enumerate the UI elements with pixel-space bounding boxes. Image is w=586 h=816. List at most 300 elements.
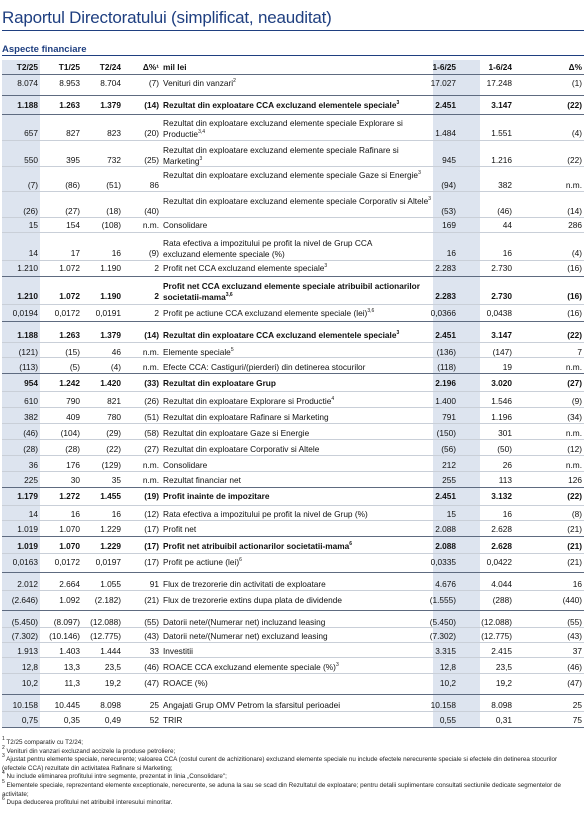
row-label-text: ROACE (%) bbox=[163, 678, 208, 688]
cell-c6: 169 bbox=[442, 220, 456, 230]
cell-c2: 409 bbox=[66, 412, 80, 422]
cell-c8: (4) bbox=[571, 248, 582, 258]
row-divider bbox=[2, 114, 584, 115]
cell-c7: 1.546 bbox=[491, 396, 512, 406]
cell-c1: 657 bbox=[24, 128, 38, 138]
cell-c3: (129) bbox=[101, 460, 121, 470]
cell-c2: (27) bbox=[65, 206, 80, 216]
cell-c7: 2.628 bbox=[491, 524, 512, 534]
cell-c4: (12) bbox=[144, 509, 159, 519]
cell-c1: 36 bbox=[28, 460, 38, 470]
cell-c8: (22) bbox=[567, 155, 582, 165]
row-label-text: Profit net bbox=[163, 524, 197, 534]
cell-c7: 1.196 bbox=[491, 412, 512, 422]
row-label-text: Flux de trezorerie extins dupa plata de dividende bbox=[163, 595, 342, 605]
row-divider bbox=[2, 455, 584, 456]
cell-c3: 732 bbox=[107, 155, 121, 165]
cell-c2: (104) bbox=[60, 428, 80, 438]
row-divider bbox=[2, 610, 584, 611]
cell-c8: (22) bbox=[567, 100, 582, 110]
row-label-text: Rezultat din exploatare excluzand elemente speciale Gaze si Energie bbox=[163, 170, 419, 180]
cell-c1: 0,0163 bbox=[12, 557, 38, 567]
cell-c2: 2.664 bbox=[59, 579, 80, 589]
row-divider bbox=[2, 590, 584, 591]
row-divider bbox=[2, 572, 584, 573]
row-divider bbox=[2, 711, 584, 712]
cell-c4: 86 bbox=[149, 180, 159, 190]
cell-c6: 3.315 bbox=[435, 646, 456, 656]
cell-c7: (288) bbox=[492, 595, 512, 605]
row-divider bbox=[2, 276, 584, 277]
cell-c3: 1.190 bbox=[100, 263, 121, 273]
cell-c7: 382 bbox=[498, 180, 512, 190]
cell-c1: 10,2 bbox=[21, 678, 38, 688]
cell-c6: 2.283 bbox=[435, 291, 456, 301]
footnote-ref: 6 bbox=[239, 557, 242, 563]
row-divider bbox=[2, 642, 584, 643]
footnote-ref: 3,6 bbox=[367, 308, 375, 314]
cell-c7: (46) bbox=[497, 206, 512, 216]
cell-c6: 2.283 bbox=[435, 263, 456, 273]
cell-c6: 2.451 bbox=[435, 330, 456, 340]
cell-c6: 2.088 bbox=[435, 541, 456, 551]
cell-c8: (8) bbox=[571, 509, 582, 519]
footnote-ref: 3 bbox=[396, 330, 400, 336]
cell-c6: (5.450) bbox=[429, 617, 456, 627]
cell-c2: 1.070 bbox=[59, 541, 80, 551]
row-label-text: Rezultat din exploatare Explorare si Productie bbox=[163, 396, 332, 406]
cell-c2: (86) bbox=[65, 180, 80, 190]
cell-c8: n.m. bbox=[565, 362, 582, 372]
cell-c4: 25 bbox=[149, 700, 159, 710]
cell-c6: (1.555) bbox=[429, 595, 456, 605]
cell-c2: 1.272 bbox=[59, 491, 80, 501]
footnote-text: Venituri din vanzari excluzand accizele la produse petroliere; bbox=[4, 747, 176, 755]
cell-c2: (15) bbox=[65, 347, 80, 357]
cell-c3: 823 bbox=[107, 128, 121, 138]
row-label-text: Efecte CCA: Castiguri/(pierderi) din detinerea stocurilor bbox=[163, 362, 366, 372]
cell-c3: (51) bbox=[106, 180, 121, 190]
row-divider bbox=[2, 407, 584, 408]
footnote-number: 3 bbox=[2, 753, 5, 760]
cell-c2: 0,0172 bbox=[54, 308, 80, 318]
cell-c8: 7 bbox=[577, 347, 582, 357]
header-h1-25: 1-6/25 bbox=[432, 62, 456, 72]
cell-c3: 1.379 bbox=[100, 330, 121, 340]
row-label-text: Rezultat din exploatare CCA excluzand elementele speciale bbox=[163, 100, 397, 110]
cell-c3: 1.420 bbox=[100, 378, 121, 388]
cell-c3: 19,2 bbox=[104, 678, 121, 688]
cell-c3: (12.775) bbox=[90, 631, 121, 641]
cell-c3: 1.379 bbox=[100, 100, 121, 110]
row-label bbox=[163, 396, 433, 407]
row-label bbox=[163, 196, 431, 207]
row-divider bbox=[2, 373, 584, 374]
row-label-text: Profit pe actiune CCA excluzand elemente speciale (lei) bbox=[163, 308, 368, 318]
cell-c2: 1.242 bbox=[59, 378, 80, 388]
cell-c2: (28) bbox=[65, 444, 80, 454]
cell-c3: (4) bbox=[110, 362, 121, 372]
cell-c4: 91 bbox=[149, 579, 159, 589]
cell-c1: 1.210 bbox=[17, 291, 38, 301]
cell-c6: 2.451 bbox=[435, 491, 456, 501]
row-divider bbox=[2, 321, 584, 322]
cell-c4: n.m. bbox=[142, 220, 159, 230]
row-divider bbox=[2, 536, 584, 537]
footnote bbox=[2, 770, 582, 782]
row-divider bbox=[2, 304, 584, 305]
cell-c7: 0,0438 bbox=[486, 308, 512, 318]
row-label-text: Datorii nete/(Numerar net) excluzand leasing bbox=[163, 631, 328, 641]
cell-c6: (150) bbox=[436, 428, 456, 438]
row-label-text: Rezultat din exploatare CCA excluzand elementele speciale bbox=[163, 330, 397, 340]
cell-c2: 827 bbox=[66, 128, 80, 138]
cell-c4: (19) bbox=[144, 491, 159, 501]
cell-c3: (2.182) bbox=[94, 595, 121, 605]
cell-c8: (47) bbox=[567, 678, 582, 688]
cell-c1: (46) bbox=[23, 428, 38, 438]
footnote-ref: 3 bbox=[396, 100, 400, 106]
row-label-text: Rezultat din exploatare Grup bbox=[163, 378, 276, 388]
cell-c6: 791 bbox=[442, 412, 456, 422]
cell-c8: (16) bbox=[567, 308, 582, 318]
cell-c1: (7.302) bbox=[11, 631, 38, 641]
row-label-text: Rezultat din exploatare Gaze si Energie bbox=[163, 428, 310, 438]
cell-c4: 2 bbox=[154, 263, 159, 273]
footnote bbox=[2, 744, 582, 760]
cell-c6: 17.027 bbox=[430, 78, 456, 88]
cell-c8: (12) bbox=[567, 444, 582, 454]
footnote bbox=[2, 753, 582, 773]
row-label bbox=[163, 646, 433, 657]
cell-c3: 16 bbox=[111, 509, 121, 519]
cell-c4: 2 bbox=[154, 291, 159, 301]
cell-c1: 1.210 bbox=[17, 263, 38, 273]
footnote bbox=[2, 778, 582, 799]
cell-c4: n.m. bbox=[142, 475, 159, 485]
row-label-text: Rezultat din exploatare excluzand elemente speciale Explorare si Productie bbox=[163, 118, 403, 139]
footnote-number: 5 bbox=[2, 778, 5, 785]
row-label-text: Profit inainte de impozitare bbox=[163, 491, 270, 501]
cell-c8: 37 bbox=[572, 646, 582, 656]
footnote-text: Dupa deducerea profitului net atribuibil interesului minoritar. bbox=[4, 799, 173, 807]
row-label bbox=[163, 100, 433, 111]
row-label-text: Venituri din vanzari bbox=[163, 78, 234, 88]
cell-c3: 8.098 bbox=[100, 700, 121, 710]
cell-c6: 2.196 bbox=[435, 378, 456, 388]
row-label bbox=[163, 715, 433, 726]
cell-c3: (29) bbox=[106, 428, 121, 438]
cell-c8: (27) bbox=[567, 378, 582, 388]
row-label bbox=[163, 662, 433, 673]
row-label-text: Consolidare bbox=[163, 460, 208, 470]
cell-c1: 225 bbox=[24, 475, 38, 485]
row-label-text: Profit pe actiune (lei) bbox=[163, 557, 240, 567]
row-label bbox=[163, 509, 433, 520]
cell-c4: n.m. bbox=[142, 362, 159, 372]
cell-c4: (21) bbox=[144, 595, 159, 605]
row-label-text: Datorii nete/(Numerar net) incluzand leasing bbox=[163, 617, 326, 627]
cell-c2: 10.445 bbox=[54, 700, 80, 710]
footnote bbox=[2, 736, 582, 748]
cell-c1: (121) bbox=[18, 347, 38, 357]
footnote-number: 6 bbox=[2, 796, 5, 803]
cell-c7: 8.098 bbox=[491, 700, 512, 710]
cell-c3: 16 bbox=[111, 248, 121, 258]
cell-c3: 0,49 bbox=[104, 715, 121, 725]
cell-c7: 301 bbox=[498, 428, 512, 438]
cell-c4: (55) bbox=[144, 617, 159, 627]
cell-c1: 1.179 bbox=[17, 491, 38, 501]
row-divider bbox=[2, 520, 584, 521]
cell-c1: 1.019 bbox=[17, 541, 38, 551]
cell-c4: (14) bbox=[144, 330, 159, 340]
row-label-text: Rezultat din exploatare excluzand elemente speciale Corporativ si Altele bbox=[163, 196, 429, 206]
cell-c4: (47) bbox=[144, 678, 159, 688]
cell-c1: 954 bbox=[24, 378, 38, 388]
row-divider bbox=[2, 673, 584, 674]
cell-c7: (147) bbox=[492, 347, 512, 357]
row-label bbox=[163, 541, 433, 552]
row-label-text: Flux de trezorerie din activitati de exploatare bbox=[163, 579, 326, 589]
row-label-text: Investitii bbox=[163, 646, 193, 656]
cell-c4: (7) bbox=[148, 78, 159, 88]
cell-c6: 2.088 bbox=[435, 524, 456, 534]
cell-c7: 2.730 bbox=[491, 291, 512, 301]
row-label-text: Profit net atribuibil actionarilor societatii-mama bbox=[163, 541, 350, 551]
cell-c4: (14) bbox=[144, 100, 159, 110]
row-label-text: Angajati Grup OMV Petrom la sfarsitul perioadei bbox=[163, 700, 341, 710]
footnote-ref: 3 bbox=[428, 196, 431, 202]
row-label bbox=[163, 700, 433, 711]
row-label-text: Consolidare bbox=[163, 220, 208, 230]
cell-c8: n.m. bbox=[565, 460, 582, 470]
footnotes bbox=[2, 736, 582, 808]
cell-c4: (25) bbox=[144, 155, 159, 165]
header-t1-25: T1/25 bbox=[58, 62, 80, 72]
cell-c8: (46) bbox=[567, 662, 582, 672]
cell-c8: (21) bbox=[567, 557, 582, 567]
cell-c7: 2.628 bbox=[491, 541, 512, 551]
cell-c6: 16 bbox=[446, 248, 456, 258]
row-label-text: Elemente speciale bbox=[163, 347, 231, 357]
cell-c1: 12,8 bbox=[21, 662, 38, 672]
cell-c1: 8.074 bbox=[17, 78, 38, 88]
cell-c4: 2 bbox=[154, 308, 159, 318]
cell-c6: (118) bbox=[437, 362, 456, 372]
row-label-text: Profit net CCA excluzand elemente speciale atribuibil actionarilor societatii-mama bbox=[163, 281, 420, 302]
footnote-ref: 3,4 bbox=[198, 128, 206, 135]
cell-c8: n.m. bbox=[565, 428, 582, 438]
cell-c4: (9) bbox=[148, 248, 159, 258]
cell-c1: 1.188 bbox=[17, 330, 38, 340]
footnote-ref: 3 bbox=[335, 662, 339, 668]
cell-c6: 1.400 bbox=[435, 396, 456, 406]
row-label-text: TRIR bbox=[163, 715, 183, 725]
cell-c7: 19,2 bbox=[495, 678, 512, 688]
row-label bbox=[163, 428, 433, 439]
row-label bbox=[163, 557, 433, 568]
row-label bbox=[163, 678, 433, 689]
row-divider bbox=[2, 74, 584, 75]
row-label-text: Rezultat din exploatare excluzand elemente speciale Rafinare si Marketing bbox=[163, 145, 399, 166]
cell-c3: 1.455 bbox=[100, 491, 121, 501]
cell-c6: (94) bbox=[441, 180, 456, 190]
cell-c2: 13,3 bbox=[63, 662, 80, 672]
cell-c6: 4.676 bbox=[435, 579, 456, 589]
row-label-text: Rata efectiva a impozitului pe profit la nivel de Grup CCA excluzand elemente speciale (%) bbox=[163, 238, 372, 259]
row-label-text: Profit net CCA excluzand elemente speciale bbox=[163, 263, 325, 273]
cell-c2: 8.953 bbox=[59, 78, 80, 88]
cell-c1: 14 bbox=[28, 248, 38, 258]
row-divider bbox=[2, 140, 584, 141]
cell-c7: 23,5 bbox=[495, 662, 512, 672]
cell-c3: 0,0191 bbox=[95, 308, 121, 318]
cell-c2: 0,35 bbox=[63, 715, 80, 725]
footnote-text: Ajustat pentru elemente speciale, nerecurente; valoarea CCA (costul curent de achizitionare) excluzand elemente speciale nu include efectele nerecurente speciale si efectele din detinerea stocurilor (efectele CCA) rezultate din activitatea Rafinare si Marketing; bbox=[2, 756, 558, 772]
row-divider bbox=[2, 232, 584, 233]
cell-c4: (17) bbox=[144, 557, 159, 567]
cell-c1: 10.158 bbox=[12, 700, 38, 710]
cell-c7: 3.132 bbox=[491, 491, 512, 501]
cell-c8: (16) bbox=[567, 263, 582, 273]
cell-c8: (34) bbox=[567, 412, 582, 422]
cell-c7: 19 bbox=[502, 362, 512, 372]
footnote-ref: 5 bbox=[230, 347, 234, 353]
cell-c7: 0,31 bbox=[495, 715, 512, 725]
cell-c7: 113 bbox=[498, 475, 512, 485]
cell-c2: 1.403 bbox=[59, 646, 80, 656]
cell-c7: 26 bbox=[502, 460, 512, 470]
row-divider bbox=[2, 391, 584, 392]
cell-c8: 126 bbox=[568, 475, 582, 485]
row-label bbox=[163, 263, 433, 274]
row-label-text: Rata efectiva a impozitului pe profit la nivel de Grup (%) bbox=[163, 509, 368, 519]
footnote-number: 4 bbox=[2, 770, 5, 777]
row-label bbox=[163, 617, 433, 628]
row-label-text: Rezultat financiar net bbox=[163, 475, 241, 485]
cell-c2: 1.072 bbox=[59, 263, 80, 273]
cell-c2: 176 bbox=[66, 460, 80, 470]
cell-c4: (20) bbox=[144, 128, 159, 138]
cell-c6: 12,8 bbox=[439, 662, 456, 672]
row-divider bbox=[2, 166, 584, 167]
row-label bbox=[163, 145, 431, 166]
row-label bbox=[163, 579, 433, 590]
cell-c1: 550 bbox=[24, 155, 38, 165]
cell-c4: (17) bbox=[144, 524, 159, 534]
cell-c4: (33) bbox=[144, 378, 159, 388]
cell-c6: 10,2 bbox=[439, 678, 456, 688]
cell-c6: (7.302) bbox=[429, 631, 456, 641]
cell-c3: 1.229 bbox=[100, 541, 121, 551]
row-label bbox=[163, 524, 433, 535]
cell-c3: (18) bbox=[106, 206, 121, 216]
cell-c7: 1.551 bbox=[491, 128, 512, 138]
cell-c8: (55) bbox=[567, 617, 582, 627]
row-divider bbox=[2, 553, 584, 554]
cell-c1: 1.188 bbox=[17, 100, 38, 110]
row-label bbox=[163, 631, 433, 642]
header-h1-24: 1-6/24 bbox=[488, 62, 512, 72]
row-divider bbox=[2, 217, 584, 218]
cell-c3: 780 bbox=[107, 412, 121, 422]
cell-c1: 14 bbox=[28, 509, 38, 519]
cell-c6: 212 bbox=[442, 460, 456, 470]
cell-c4: (40) bbox=[144, 206, 159, 216]
cell-c2: 395 bbox=[66, 155, 80, 165]
cell-c7: 17.248 bbox=[486, 78, 512, 88]
cell-c1: (5.450) bbox=[11, 617, 38, 627]
footnote bbox=[2, 796, 582, 808]
footnote-number: 1 bbox=[2, 736, 5, 742]
cell-c7: 3.147 bbox=[491, 100, 512, 110]
cell-c3: 35 bbox=[111, 475, 121, 485]
cell-c6: 0,55 bbox=[439, 715, 456, 725]
cell-c4: (27) bbox=[144, 444, 159, 454]
row-label bbox=[163, 220, 433, 231]
cell-c2: 30 bbox=[70, 475, 80, 485]
cell-c7: 16 bbox=[502, 248, 512, 258]
cell-c1: 15 bbox=[28, 220, 38, 230]
row-divider bbox=[2, 95, 584, 96]
cell-c3: 0,0197 bbox=[95, 557, 121, 567]
row-label bbox=[163, 330, 433, 341]
cell-c4: (46) bbox=[144, 662, 159, 672]
footnote-ref: 3 bbox=[418, 170, 421, 176]
row-label bbox=[163, 595, 433, 606]
cell-c7: (12.775) bbox=[481, 631, 512, 641]
header-unit: mil lei bbox=[163, 62, 187, 72]
header-delta-h: Δ% bbox=[568, 62, 582, 72]
cell-c2: 1.263 bbox=[59, 330, 80, 340]
row-label bbox=[163, 444, 433, 455]
cell-c1: (7) bbox=[27, 180, 38, 190]
row-label-text: ROACE CCA excluzand elemente speciale (%) bbox=[163, 662, 336, 672]
cell-c8: 286 bbox=[568, 220, 582, 230]
cell-c4: 52 bbox=[149, 715, 159, 725]
row-label bbox=[163, 308, 433, 319]
cell-c7: (12.088) bbox=[481, 617, 512, 627]
cell-c8: (22) bbox=[567, 330, 582, 340]
cell-c4: n.m. bbox=[142, 460, 159, 470]
row-label-text: Rezultat din exploatare Rafinare si Marketing bbox=[163, 412, 329, 422]
cell-c3: 1.229 bbox=[100, 524, 121, 534]
header-t2-25: T2/25 bbox=[16, 62, 38, 72]
cell-c2: 1.263 bbox=[59, 100, 80, 110]
footnote-text: Elementele speciale, reprezentand elemente exceptionale, nerecurente, se aduna la sau se scad din Rezultatul de exploatare; pentru detalii suplimentare consultati sectiunile dedicate segmentelor de activitate; bbox=[2, 781, 562, 798]
row-label bbox=[163, 281, 431, 302]
cell-c6: 10.158 bbox=[430, 700, 456, 710]
cell-c8: (43) bbox=[567, 631, 582, 641]
cell-c6: 15 bbox=[446, 509, 456, 519]
cell-c2: 17 bbox=[70, 248, 80, 258]
cell-c8: (16) bbox=[567, 291, 582, 301]
cell-c7: (50) bbox=[497, 444, 512, 454]
header-delta-q: Δ%¹ bbox=[142, 62, 159, 72]
footnote-text: T2/25 comparativ cu T2/24; bbox=[4, 739, 83, 746]
cell-c7: 2.730 bbox=[491, 263, 512, 273]
cell-c7: 1.216 bbox=[491, 155, 512, 165]
report-title: Raportul Directoratului (simplificat, neauditat) bbox=[2, 8, 332, 27]
footnote-ref: 3,6 bbox=[225, 291, 233, 298]
cell-c3: 46 bbox=[111, 347, 121, 357]
cell-c3: 8.704 bbox=[100, 78, 121, 88]
cell-c1: 0,0194 bbox=[12, 308, 38, 318]
header-t2-24: T2/24 bbox=[99, 62, 121, 72]
cell-c3: 821 bbox=[107, 396, 121, 406]
cell-c6: 0,0335 bbox=[430, 557, 456, 567]
